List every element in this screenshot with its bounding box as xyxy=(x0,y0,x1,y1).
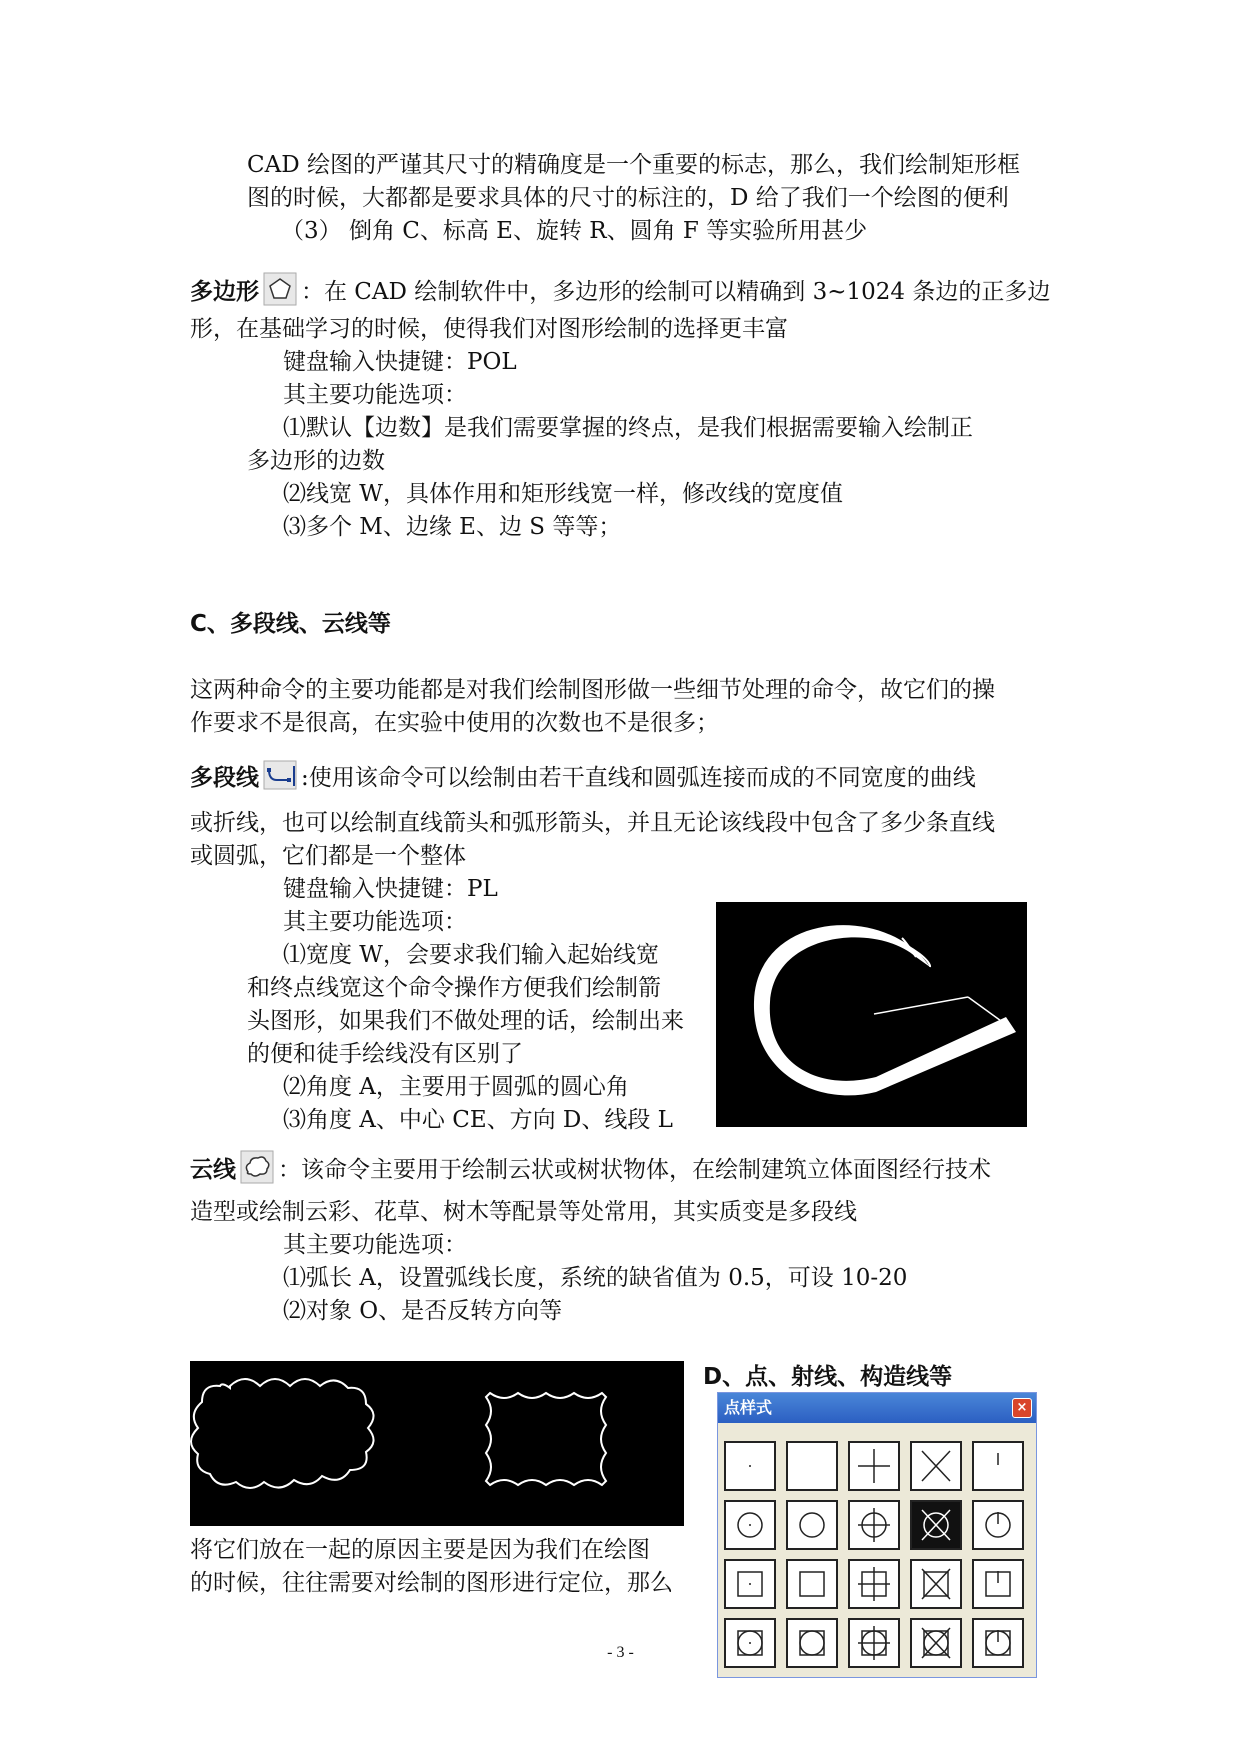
text-line: 的时候，往往需要对绘制的图形进行定位，那么 xyxy=(190,1570,673,1596)
text-line: 这两种命令的主要功能都是对我们绘制图形做一些细节处理的命令，故它们的操 xyxy=(190,677,995,703)
text-line: 键盘输入快捷键：POL xyxy=(283,349,517,375)
text-line: ⑴宽度 W，会要求我们输入起始线宽 xyxy=(283,942,659,968)
point-style-option[interactable] xyxy=(724,1441,776,1491)
polygon-text: ：在 CAD 绘制软件中，多边形的绘制可以精确到 3~1024 条边的正多边 xyxy=(301,279,1051,305)
cloud-paragraph xyxy=(190,1150,991,1192)
dialog-title-bar xyxy=(718,1393,1036,1423)
point-style-option[interactable] xyxy=(848,1441,900,1491)
text-line: 其主要功能选项： xyxy=(283,909,467,935)
text-line: ⑵角度 A，主要用于圆弧的圆心角 xyxy=(283,1074,629,1100)
point-style-option[interactable] xyxy=(972,1441,1024,1491)
polyline-heading: 多段线 xyxy=(190,765,259,791)
cloud-figure xyxy=(190,1361,684,1526)
page-number: - 3 - xyxy=(607,1644,634,1661)
point-style-option[interactable] xyxy=(724,1500,776,1550)
text-line: 的便和徒手绘线没有区别了 xyxy=(247,1041,523,1067)
point-style-option[interactable] xyxy=(848,1559,900,1609)
text-line: ⑶多个 M、边缘 E、边 S 等等； xyxy=(283,514,622,540)
close-icon[interactable]: × xyxy=(1012,1398,1032,1418)
point-style-option[interactable] xyxy=(910,1500,962,1550)
text-line: ⑴弧长 A，设置弧线长度，系统的缺省值为 0.5，可设 10-20 xyxy=(283,1265,908,1291)
text-line: 作要求不是很高，在实验中使用的次数也不是很多； xyxy=(190,710,719,736)
cloud-heading: 云线 xyxy=(190,1157,236,1183)
point-style-option[interactable] xyxy=(910,1559,962,1609)
point-style-option[interactable] xyxy=(910,1441,962,1491)
polyline-paragraph xyxy=(190,760,976,798)
text-line: 或折线，也可以绘制直线箭头和弧形箭头，并且无论该线段中包含了多少条直线 xyxy=(190,810,995,836)
text-line: 头图形，如果我们不做处理的话，绘制出来 xyxy=(247,1008,684,1034)
point-style-option[interactable] xyxy=(786,1559,838,1609)
text-line: 图的时候，大都都是要求具体的尺寸的标注的，D 给了我们一个绘图的便利 xyxy=(247,185,1009,211)
text-line: 多边形的边数 xyxy=(247,448,385,474)
text-line: 和终点线宽这个命令操作方便我们绘制箭 xyxy=(247,975,661,1001)
polygon-icon xyxy=(263,272,297,314)
dialog-title: 点样式 xyxy=(724,1398,773,1417)
text-line: ⑴默认【边数】是我们需要掌握的终点，是我们根据需要输入绘制正 xyxy=(283,415,973,441)
point-style-option[interactable] xyxy=(724,1559,776,1609)
point-style-option[interactable] xyxy=(972,1559,1024,1609)
text-line: 其主要功能选项： xyxy=(283,382,467,408)
text-line: 其主要功能选项： xyxy=(283,1232,467,1258)
text-line: ⑵线宽 W，具体作用和矩形线宽一样，修改线的宽度值 xyxy=(283,481,843,507)
text-line: ⑵对象 O、是否反转方向等 xyxy=(283,1298,563,1324)
text-line: 造型或绘制云彩、花草、树木等配景等处常用，其实质变是多段线 xyxy=(190,1199,857,1225)
text-line: 或圆弧，它们都是一个整体 xyxy=(190,843,466,869)
point-style-option[interactable] xyxy=(786,1441,838,1491)
text-line: CAD 绘图的严谨其尺寸的精确度是一个重要的标志，那么，我们绘制矩形框 xyxy=(247,152,1020,178)
point-style-option[interactable] xyxy=(972,1500,1024,1550)
revcloud-icon xyxy=(240,1150,274,1192)
polygon-heading: 多边形 xyxy=(190,279,259,305)
point-style-option[interactable] xyxy=(848,1500,900,1550)
point-style-option[interactable] xyxy=(786,1500,838,1550)
polyline-figure xyxy=(716,902,1027,1127)
point-style-dialog xyxy=(717,1392,1037,1678)
polyline-icon xyxy=(263,760,297,798)
polygon-paragraph xyxy=(190,272,1050,314)
text-line: ⑶角度 A、中心 CE、方向 D、线段 L xyxy=(283,1107,673,1133)
cloud-text: ：该命令主要用于绘制云状或树状物体，在绘制建筑立体面图经行技术 xyxy=(278,1157,991,1183)
text-line: 形，在基础学习的时候，使得我们对图形绘制的选择更丰富 xyxy=(190,316,788,342)
section-heading-d: D、点、射线、构造线等 xyxy=(703,1364,953,1390)
section-heading-c: C、多段线、云线等 xyxy=(190,611,391,637)
text-line: 将它们放在一起的原因主要是因为我们在绘图 xyxy=(190,1537,650,1563)
text-line: 键盘输入快捷键：PL xyxy=(283,876,498,902)
polyline-text: :使用该命令可以绘制由若干直线和圆弧连接而成的不同宽度的曲线 xyxy=(301,765,976,791)
text-line: （3） 倒角 C、标高 E、旋转 R、圆角 F 等实验所用甚少 xyxy=(281,218,868,244)
